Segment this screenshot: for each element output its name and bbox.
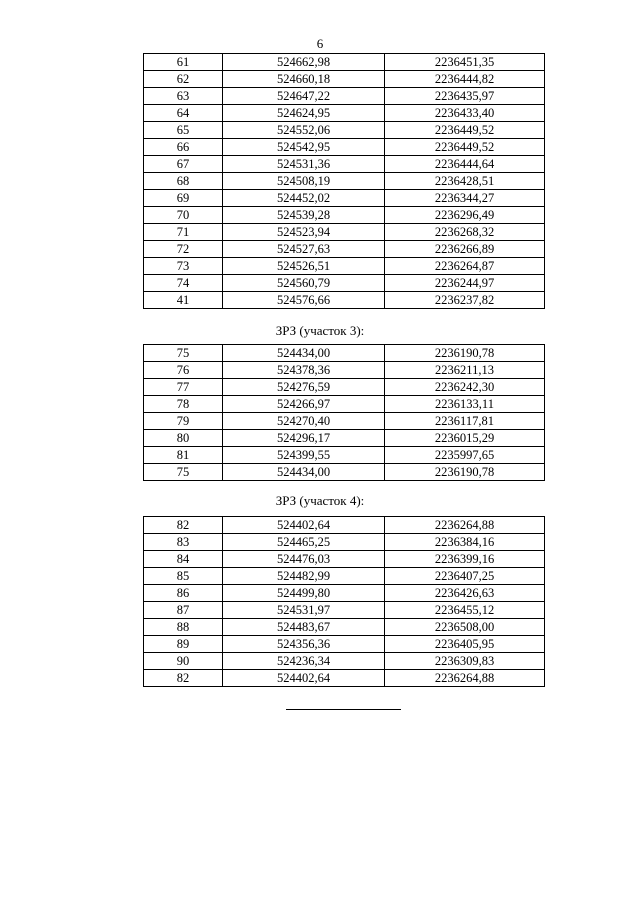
point-number-cell: 83 bbox=[144, 534, 223, 551]
x-coordinate-cell: 524660,18 bbox=[223, 71, 385, 88]
table-row bbox=[144, 241, 545, 258]
x-coordinate-cell: 524526,51 bbox=[223, 258, 385, 275]
table-row bbox=[144, 173, 545, 190]
y-coordinate-cell: 2236266,89 bbox=[385, 241, 545, 258]
y-coordinate-cell: 2236426,63 bbox=[385, 585, 545, 602]
point-number-cell: 68 bbox=[144, 173, 223, 190]
table-row bbox=[144, 139, 545, 156]
point-number-cell: 63 bbox=[144, 88, 223, 105]
point-number-cell: 86 bbox=[144, 585, 223, 602]
point-number-cell: 75 bbox=[144, 345, 223, 362]
x-coordinate-cell: 524356,36 bbox=[223, 636, 385, 653]
y-coordinate-cell: 2236407,25 bbox=[385, 568, 545, 585]
table-row bbox=[144, 207, 545, 224]
table-row bbox=[144, 379, 545, 396]
x-coordinate-cell: 524576,66 bbox=[223, 292, 385, 309]
table-row bbox=[144, 585, 545, 602]
table-row bbox=[144, 413, 545, 430]
table-row bbox=[144, 568, 545, 585]
x-coordinate-cell: 524434,00 bbox=[223, 345, 385, 362]
x-coordinate-cell: 524508,19 bbox=[223, 173, 385, 190]
x-coordinate-cell: 524527,63 bbox=[223, 241, 385, 258]
point-number-cell: 84 bbox=[144, 551, 223, 568]
y-coordinate-cell: 2236428,51 bbox=[385, 173, 545, 190]
coordinates-table-1 bbox=[143, 53, 545, 309]
x-coordinate-cell: 524483,67 bbox=[223, 619, 385, 636]
y-coordinate-cell: 2236399,16 bbox=[385, 551, 545, 568]
x-coordinate-cell: 524539,28 bbox=[223, 207, 385, 224]
point-number-cell: 87 bbox=[144, 602, 223, 619]
point-number-cell: 72 bbox=[144, 241, 223, 258]
point-number-cell: 62 bbox=[144, 71, 223, 88]
table-body bbox=[144, 345, 545, 481]
point-number-cell: 80 bbox=[144, 430, 223, 447]
point-number-cell: 81 bbox=[144, 447, 223, 464]
point-number-cell: 85 bbox=[144, 568, 223, 585]
table-row bbox=[144, 670, 545, 687]
table-row bbox=[144, 190, 545, 207]
x-coordinate-cell: 524647,22 bbox=[223, 88, 385, 105]
x-coordinate-cell: 524499,80 bbox=[223, 585, 385, 602]
x-coordinate-cell: 524296,17 bbox=[223, 430, 385, 447]
y-coordinate-cell: 2236244,97 bbox=[385, 275, 545, 292]
table-body bbox=[144, 54, 545, 309]
y-coordinate-cell: 2236384,16 bbox=[385, 534, 545, 551]
table-row bbox=[144, 292, 545, 309]
table-row bbox=[144, 636, 545, 653]
y-coordinate-cell: 2236435,97 bbox=[385, 88, 545, 105]
y-coordinate-cell: 2236133,11 bbox=[385, 396, 545, 413]
section-heading-plot-4: ЗРЗ (участок 4): bbox=[275, 493, 365, 508]
point-number-cell: 64 bbox=[144, 105, 223, 122]
y-coordinate-cell: 2236449,52 bbox=[385, 122, 545, 139]
table-row bbox=[144, 345, 545, 362]
table-row bbox=[144, 122, 545, 139]
point-number-cell: 71 bbox=[144, 224, 223, 241]
y-coordinate-cell: 2236117,81 bbox=[385, 413, 545, 430]
x-coordinate-cell: 524266,97 bbox=[223, 396, 385, 413]
x-coordinate-cell: 524236,34 bbox=[223, 653, 385, 670]
coordinates-table-3 bbox=[143, 516, 545, 687]
point-number-cell: 90 bbox=[144, 653, 223, 670]
x-coordinate-cell: 524465,25 bbox=[223, 534, 385, 551]
x-coordinate-cell: 524378,36 bbox=[223, 362, 385, 379]
table-row bbox=[144, 362, 545, 379]
x-coordinate-cell: 524434,00 bbox=[223, 464, 385, 481]
x-coordinate-cell: 524270,40 bbox=[223, 413, 385, 430]
x-coordinate-cell: 524531,36 bbox=[223, 156, 385, 173]
y-coordinate-cell: 2236264,88 bbox=[385, 670, 545, 687]
end-rule bbox=[286, 709, 401, 710]
y-coordinate-cell: 2236296,49 bbox=[385, 207, 545, 224]
x-coordinate-cell: 524402,64 bbox=[223, 517, 385, 534]
x-coordinate-cell: 524560,79 bbox=[223, 275, 385, 292]
y-coordinate-cell: 2236237,82 bbox=[385, 292, 545, 309]
table-row bbox=[144, 71, 545, 88]
y-coordinate-cell: 2236449,52 bbox=[385, 139, 545, 156]
y-coordinate-cell: 2236508,00 bbox=[385, 619, 545, 636]
point-number-cell: 41 bbox=[144, 292, 223, 309]
x-coordinate-cell: 524402,64 bbox=[223, 670, 385, 687]
table-row bbox=[144, 224, 545, 241]
y-coordinate-cell: 2236211,13 bbox=[385, 362, 545, 379]
point-number-cell: 61 bbox=[144, 54, 223, 71]
x-coordinate-cell: 524399,55 bbox=[223, 447, 385, 464]
section-heading-plot-3: ЗРЗ (участок 3): bbox=[275, 323, 365, 338]
x-coordinate-cell: 524276,59 bbox=[223, 379, 385, 396]
table-row bbox=[144, 54, 545, 71]
y-coordinate-cell: 2235997,65 bbox=[385, 447, 545, 464]
table-row bbox=[144, 653, 545, 670]
x-coordinate-cell: 524476,03 bbox=[223, 551, 385, 568]
point-number-cell: 82 bbox=[144, 517, 223, 534]
table-row bbox=[144, 619, 545, 636]
y-coordinate-cell: 2236190,78 bbox=[385, 464, 545, 481]
y-coordinate-cell: 2236190,78 bbox=[385, 345, 545, 362]
point-number-cell: 79 bbox=[144, 413, 223, 430]
point-number-cell: 74 bbox=[144, 275, 223, 292]
table-row bbox=[144, 396, 545, 413]
x-coordinate-cell: 524523,94 bbox=[223, 224, 385, 241]
table-row bbox=[144, 464, 545, 481]
point-number-cell: 76 bbox=[144, 362, 223, 379]
y-coordinate-cell: 2236242,30 bbox=[385, 379, 545, 396]
table-row bbox=[144, 534, 545, 551]
x-coordinate-cell: 524482,99 bbox=[223, 568, 385, 585]
x-coordinate-cell: 524552,06 bbox=[223, 122, 385, 139]
y-coordinate-cell: 2236268,32 bbox=[385, 224, 545, 241]
point-number-cell: 77 bbox=[144, 379, 223, 396]
point-number-cell: 75 bbox=[144, 464, 223, 481]
y-coordinate-cell: 2236344,27 bbox=[385, 190, 545, 207]
table-row bbox=[144, 551, 545, 568]
table-row bbox=[144, 275, 545, 292]
point-number-cell: 88 bbox=[144, 619, 223, 636]
y-coordinate-cell: 2236405,95 bbox=[385, 636, 545, 653]
table-row bbox=[144, 105, 545, 122]
table-row bbox=[144, 602, 545, 619]
point-number-cell: 65 bbox=[144, 122, 223, 139]
point-number-cell: 70 bbox=[144, 207, 223, 224]
y-coordinate-cell: 2236309,83 bbox=[385, 653, 545, 670]
point-number-cell: 73 bbox=[144, 258, 223, 275]
y-coordinate-cell: 2236455,12 bbox=[385, 602, 545, 619]
y-coordinate-cell: 2236444,82 bbox=[385, 71, 545, 88]
x-coordinate-cell: 524452,02 bbox=[223, 190, 385, 207]
point-number-cell: 78 bbox=[144, 396, 223, 413]
y-coordinate-cell: 2236015,29 bbox=[385, 430, 545, 447]
page-number: 6 bbox=[316, 36, 324, 51]
y-coordinate-cell: 2236444,64 bbox=[385, 156, 545, 173]
table-row bbox=[144, 156, 545, 173]
x-coordinate-cell: 524531,97 bbox=[223, 602, 385, 619]
point-number-cell: 69 bbox=[144, 190, 223, 207]
table-row bbox=[144, 517, 545, 534]
table-row bbox=[144, 258, 545, 275]
coordinates-table-2 bbox=[143, 344, 545, 481]
x-coordinate-cell: 524624,95 bbox=[223, 105, 385, 122]
point-number-cell: 67 bbox=[144, 156, 223, 173]
y-coordinate-cell: 2236264,87 bbox=[385, 258, 545, 275]
point-number-cell: 66 bbox=[144, 139, 223, 156]
table-row bbox=[144, 447, 545, 464]
x-coordinate-cell: 524662,98 bbox=[223, 54, 385, 71]
y-coordinate-cell: 2236451,35 bbox=[385, 54, 545, 71]
point-number-cell: 89 bbox=[144, 636, 223, 653]
table-row bbox=[144, 430, 545, 447]
table-body bbox=[144, 517, 545, 687]
y-coordinate-cell: 2236433,40 bbox=[385, 105, 545, 122]
x-coordinate-cell: 524542,95 bbox=[223, 139, 385, 156]
table-row bbox=[144, 88, 545, 105]
point-number-cell: 82 bbox=[144, 670, 223, 687]
y-coordinate-cell: 2236264,88 bbox=[385, 517, 545, 534]
